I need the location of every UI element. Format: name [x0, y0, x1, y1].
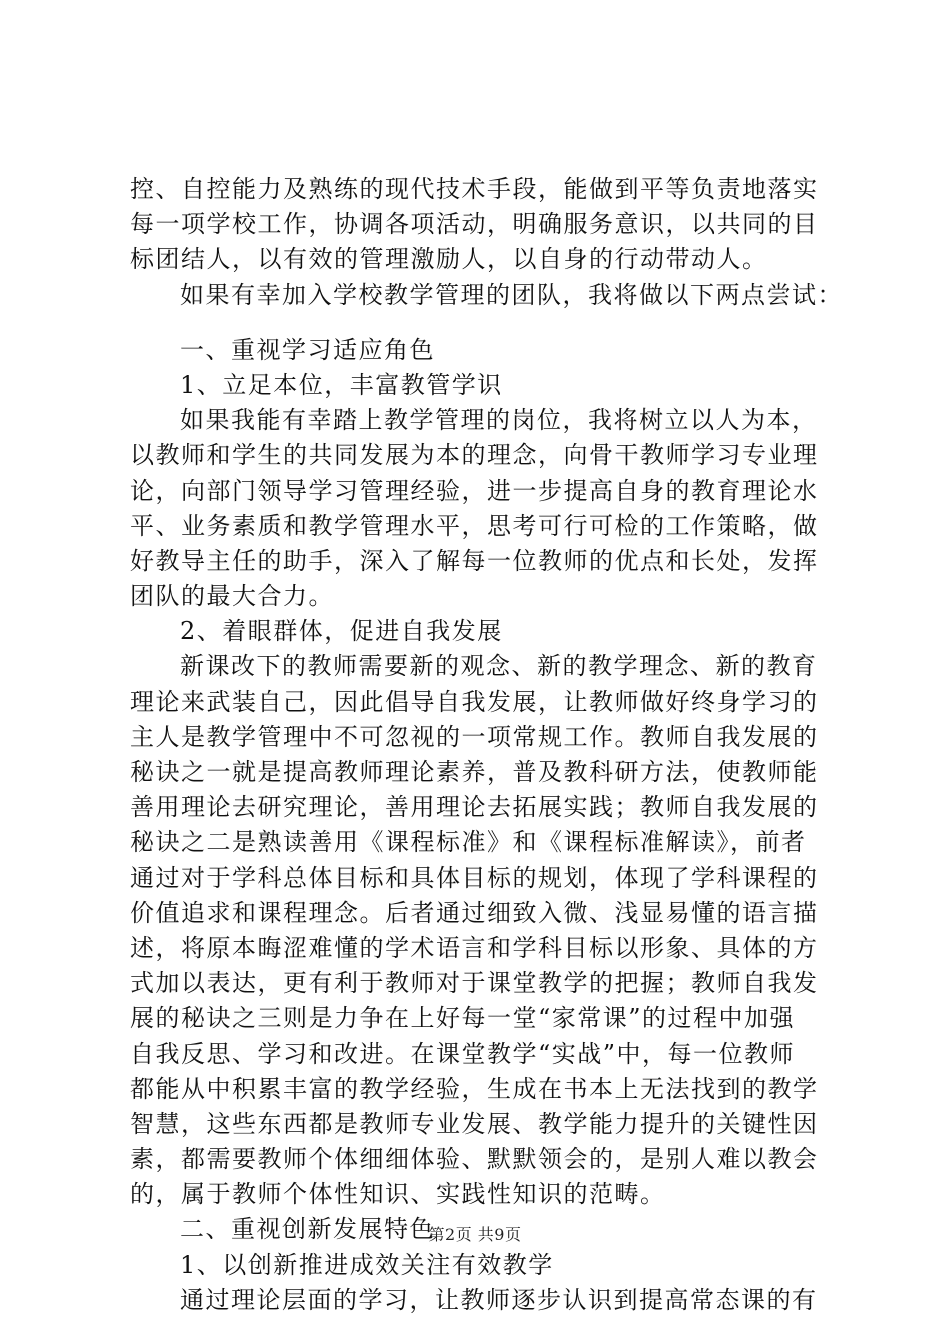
text-line: 标团结人，以有效的管理激励人，以自身的行动带动人。	[130, 245, 768, 274]
section-heading: 一、重视学习适应角色	[180, 335, 435, 364]
subsection-heading: 1、以创新推进成效关注有效教学	[180, 1250, 554, 1279]
text-line: 善用理论去研究理论，善用理论去拓展实践；教师自我发展的	[130, 793, 819, 822]
text-line: 展的秘诀之三则是力争在上好每一堂“家常课”的过程中加强	[130, 1004, 796, 1033]
text-line: 的，属于教师个体性知识、实践性知识的范畴。	[130, 1180, 666, 1209]
text-line: 控、自控能力及熟练的现代技术手段，能做到平等负责地落实	[130, 175, 819, 203]
text-line: 新课改下的教师需要新的观念、新的教学理念、新的教育	[180, 652, 818, 681]
page-number-footer: 第2页 共9页	[428, 1225, 522, 1244]
text-line: 通过对于学科总体目标和具体目标的规划，体现了学科课程的	[130, 863, 819, 892]
text-line: 平、业务素质和教学管理水平，思考可行可检的工作策略，做	[130, 511, 819, 540]
text-line: 素，都需要教师个体细细体验、默默领会的，是别人难以教会	[130, 1145, 819, 1174]
text-line: 如果我能有幸踏上教学管理的岗位，我将树立以人为本，	[180, 406, 818, 435]
text-line: 主人是教学管理中不可忽视的一项常规工作。教师自我发展的	[130, 722, 819, 751]
text-line: 理论来武装自己，因此倡导自我发展，让教师做好终身学习的	[130, 687, 819, 716]
text-line: 式加以表达，更有利于教师对于课堂教学的把握；教师自我发	[130, 969, 819, 998]
text-line: 团队的最大合力。	[130, 582, 334, 611]
text-line: 以教师和学生的共同发展为本的理念，向骨干教师学习专业理	[130, 441, 819, 470]
text-line: 自我反思、学习和改进。在课堂教学“实战”中，每一位教师	[130, 1039, 796, 1068]
text-line: 如果有幸加入学校教学管理的团队，我将做以下两点尝试：	[180, 280, 843, 309]
text-line: 秘诀之一就是提高教师理论素养，普及教科研方法，使教师能	[130, 758, 819, 786]
subsection-heading: 2、着眼群体，促进自我发展	[180, 617, 503, 646]
text-line: 都能从中积累丰富的教学经验，生成在书本上无法找到的教学	[130, 1074, 819, 1103]
text-line: 好教导主任的助手，深入了解每一位教师的优点和长处，发挥	[130, 546, 819, 575]
document-body	[130, 172, 843, 1318]
subsection-heading: 1、立足本位，丰富教管学识	[180, 370, 503, 399]
text-line: 论，向部门领导学习管理经验，进一步提高自身的教育理论水	[130, 476, 819, 505]
paragraph-gap	[130, 313, 830, 333]
text-line: 述，将原本晦涩难懂的学术语言和学科目标以形象、具体的方	[130, 933, 819, 962]
section-heading: 二、重视创新发展特色	[180, 1215, 435, 1244]
text-line: 每一项学校工作，协调各项活动，明确服务意识，以共同的目	[130, 210, 819, 239]
text-line: 秘诀之二是熟读善用《课程标准》和《课程标准解读》，前者	[130, 828, 807, 857]
text-line: 智慧，这些东西都是教师专业发展、教学能力提升的关键性因	[130, 1109, 819, 1138]
text-line: 通过理论层面的学习，让教师逐步认识到提高常态课的有	[180, 1285, 818, 1314]
text-line: 价值追求和课程理念。后者通过细致入微、浅显易懂的语言描	[130, 898, 819, 927]
